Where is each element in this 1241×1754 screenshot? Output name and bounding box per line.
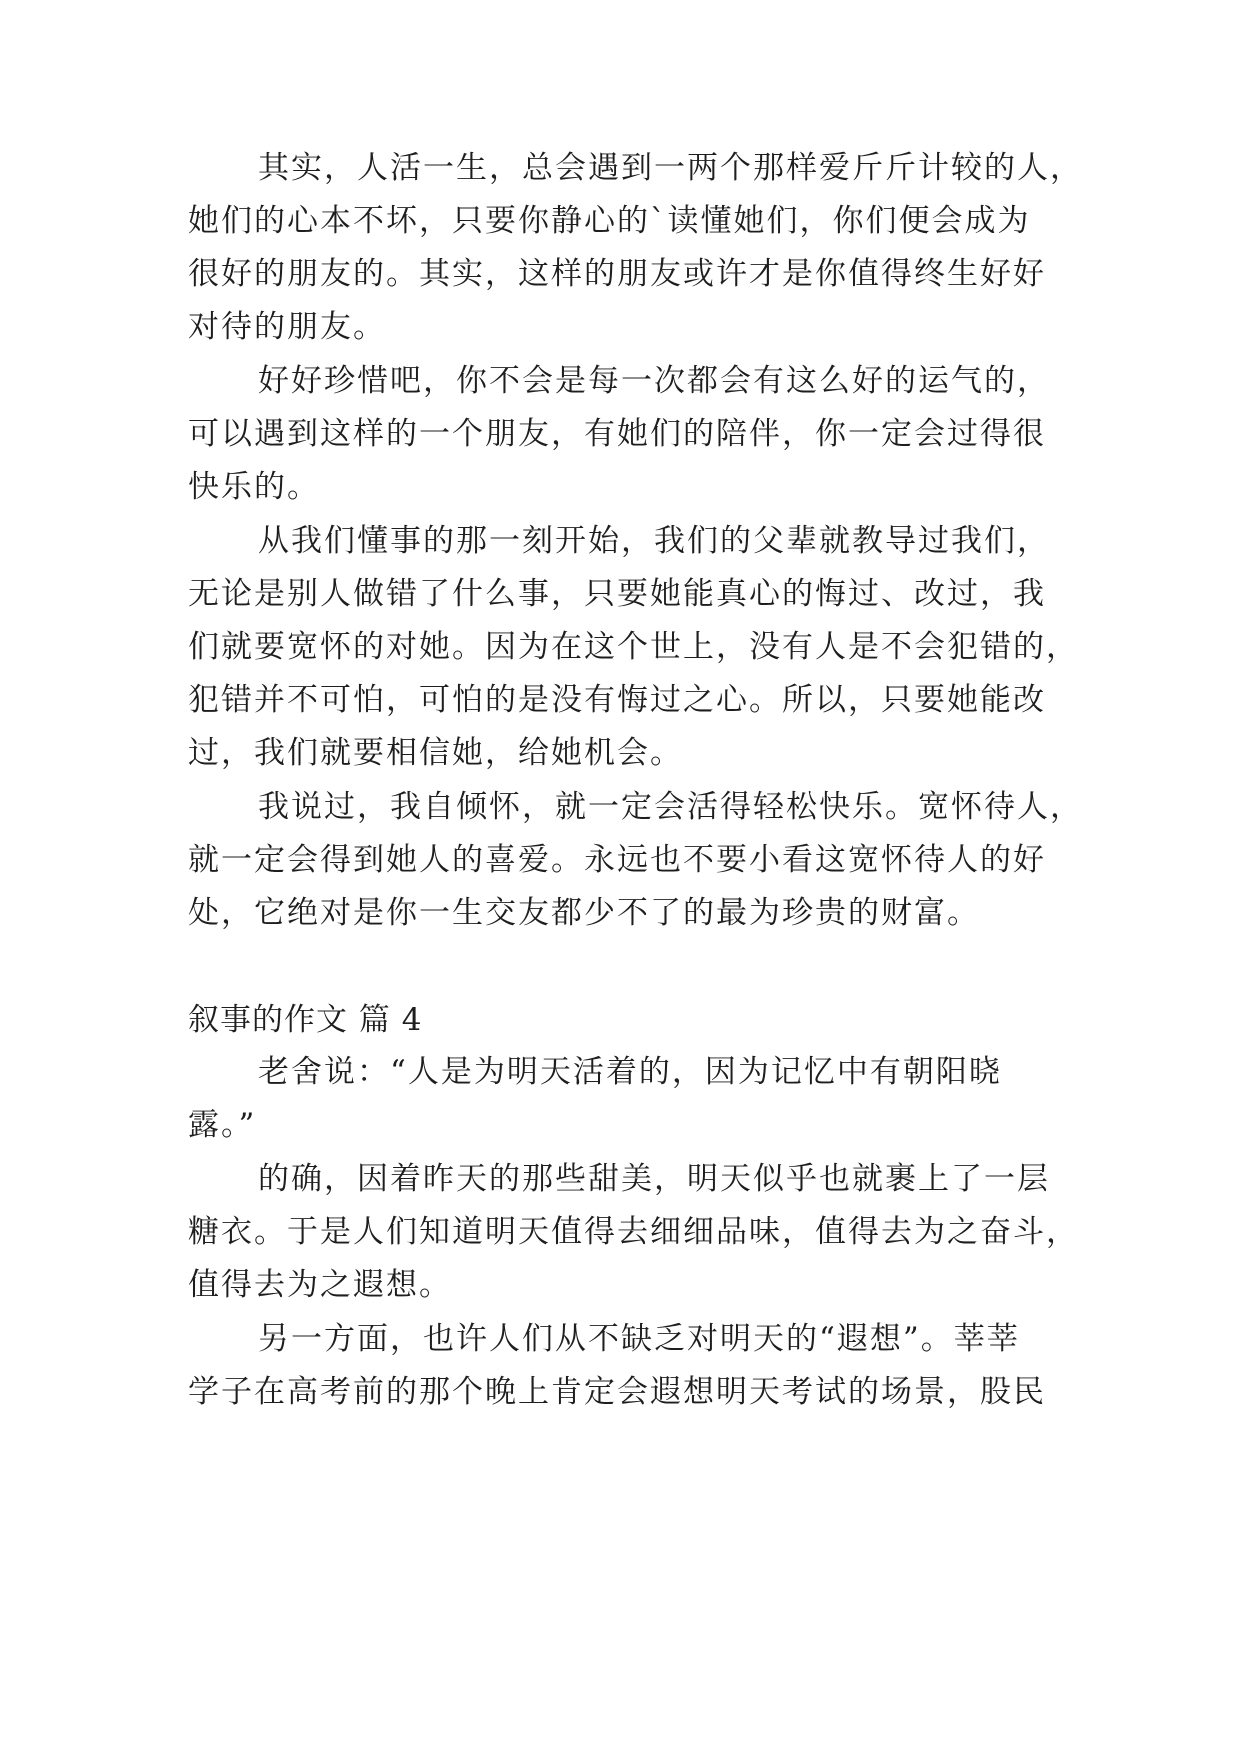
paragraph-2-line-1: 好好珍惜吧，你不会是每一次都会有这么好的运气的， bbox=[258, 363, 1050, 399]
paragraph-1-line-3: 很好的朋友的。其实，这样的朋友或许才是你值得终生好好 bbox=[188, 256, 1046, 292]
paragraph-2-line-2: 可以遇到这样的一个朋友，有她们的陪伴，你一定会过得很 bbox=[188, 416, 1046, 452]
paragraph-1-line-4: 对待的朋友。 bbox=[188, 309, 386, 345]
paragraph-3-line-3: 们就要宽怀的对她。因为在这个世上，没有人是不会犯错的， bbox=[188, 629, 1079, 665]
paragraph-4-line-3: 处，它绝对是你一生交友都少不了的最为珍贵的财富。 bbox=[188, 895, 980, 931]
section-paragraph-3-line-2: 学子在高考前的那个晚上肯定会遐想明天考试的场景，股民 bbox=[188, 1374, 1046, 1410]
paragraph-2-line-3: 快乐的。 bbox=[188, 469, 320, 505]
paragraph-3-line-2: 无论是别人做错了什么事，只要她能真心的悔过、改过，我 bbox=[188, 576, 1046, 612]
paragraph-4-line-2: 就一定会得到她人的喜爱。永远也不要小看这宽怀待人的好 bbox=[188, 842, 1046, 878]
section-paragraph-2-line-3: 值得去为之遐想。 bbox=[188, 1267, 452, 1303]
paragraph-1-line-2: 她们的心本不坏，只要你静心的`读懂她们，你们便会成为 bbox=[188, 203, 1031, 239]
section-paragraph-2-line-1: 的确，因着昨天的那些甜美，明天似乎也就裹上了一层 bbox=[258, 1161, 1050, 1197]
paragraph-4-line-1: 我说过，我自倾怀，就一定会活得轻松快乐。宽怀待人， bbox=[258, 789, 1083, 825]
paragraph-3-line-4: 犯错并不可怕，可怕的是没有悔过之心。所以，只要她能改 bbox=[188, 682, 1046, 718]
section-paragraph-1-line-1: 老舍说：“人是为明天活着的，因为记忆中有朝阳晓 bbox=[258, 1054, 1002, 1090]
section-paragraph-3-line-1: 另一方面，也许人们从不缺乏对明天的“遐想”。莘莘 bbox=[258, 1321, 1020, 1357]
paragraph-1-line-1: 其实，人活一生，总会遇到一两个那样爱斤斤计较的人， bbox=[258, 150, 1083, 186]
section-paragraph-2-line-2: 糖衣。于是人们知道明天值得去细细品味，值得去为之奋斗， bbox=[188, 1214, 1079, 1250]
section-paragraph-1-line-2: 露。” bbox=[188, 1107, 257, 1143]
section-heading: 叙事的作文 篇 4 bbox=[188, 1002, 423, 1038]
paragraph-3-line-1: 从我们懂事的那一刻开始，我们的父辈就教导过我们， bbox=[258, 523, 1050, 559]
paragraph-3-line-5: 过，我们就要相信她，给她机会。 bbox=[188, 735, 683, 771]
